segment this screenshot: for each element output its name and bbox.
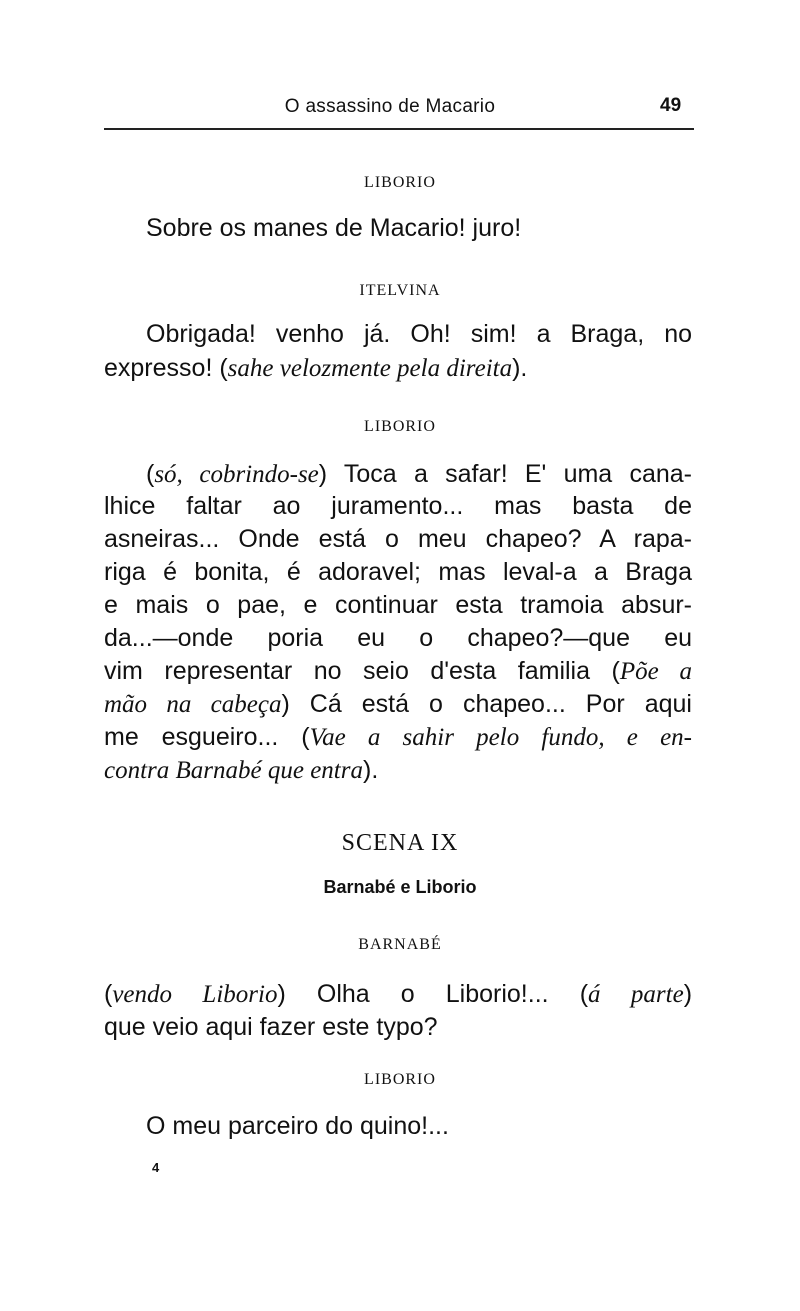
- dialogue-line: e mais o pae, e continuar esta tramoia absur-: [104, 591, 692, 619]
- stage-direction: Vae a sahir pelo fundo, e en-: [309, 724, 692, 751]
- dialogue-line: da...—onde poria eu o chapeo?—que eu: [104, 624, 692, 652]
- stage-direction: vendo Liborio: [112, 981, 278, 1008]
- dialogue-line: (vendo Liborio) Olha o Liborio!... (á parte): [104, 980, 693, 1008]
- stage-direction: Põe a: [619, 658, 692, 685]
- scene-characters: Barnabé e Liborio: [323, 877, 477, 897]
- dialogue-line: riga é bonita, é adoravel; mas leval-a a Braga: [104, 558, 692, 586]
- signature-mark: 4: [152, 1160, 160, 1175]
- dialogue-line: contra Barnabé que entra).: [104, 756, 379, 784]
- running-title: O assassino de Macario: [284, 96, 496, 117]
- dialogue-line: Obrigada! venho já. Oh! sim! a Braga, no: [146, 320, 692, 348]
- dialogue-line: expresso! (sahe velozmente pela direita).: [104, 354, 528, 382]
- speaker-name: LIBORIO: [364, 1071, 436, 1088]
- stage-direction: mão na cabeça: [104, 691, 282, 718]
- dialogue-line: Sobre os manes de Macario! juro!: [146, 214, 522, 242]
- dialogue-line: lhice faltar ao juramento... mas basta de: [104, 492, 692, 520]
- dialogue-line: vim representar no seio d'esta familia (Põe a: [104, 657, 692, 685]
- speaker-name: BARNABÉ: [358, 936, 442, 953]
- dialogue-line: mão na cabeça) Cá está o chapeo... Por aqui: [104, 690, 692, 718]
- stage-direction: sahe velozmente pela direita: [227, 355, 513, 382]
- dialogue-line: que veio aqui fazer este typo?: [104, 1013, 438, 1041]
- scene-title: SCENA IX: [341, 830, 459, 856]
- speaker-name: LIBORIO: [364, 174, 436, 191]
- stage-direction: só, cobrindo-se: [154, 461, 319, 488]
- stage-direction: contra Barnabé que entra: [104, 757, 363, 784]
- dialogue-line: O meu parceiro do quino!...: [146, 1112, 449, 1140]
- stage-direction: á parte: [588, 981, 684, 1008]
- dialogue-line: asneiras... Onde está o meu chapeo? A rapa-: [104, 525, 692, 553]
- speaker-name: LIBORIO: [364, 418, 436, 435]
- dialogue-line: (só, cobrindo-se) Toca a safar! E' uma cana-: [146, 460, 692, 488]
- dialogue-line: me esgueiro... (Vae a sahir pelo fundo, e en-: [104, 723, 692, 751]
- header-rule: [104, 128, 694, 130]
- page-number: 49: [660, 95, 682, 116]
- speaker-name: ITELVINA: [359, 282, 441, 299]
